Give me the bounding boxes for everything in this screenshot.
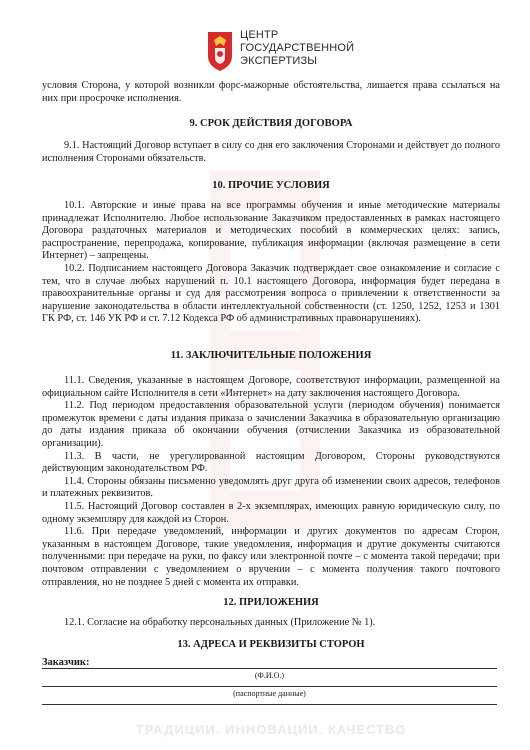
intro-paragraph bbox=[42, 80, 500, 105]
section-9-title: 9. СРОК ДЕЙСТВИЯ ДОГОВОРА bbox=[189, 118, 353, 129]
section-9-body bbox=[42, 140, 500, 165]
section-10-body bbox=[42, 200, 500, 326]
section-10-title: 10. ПРОЧИЕ УСЛОВИЯ bbox=[212, 180, 330, 191]
logo-line-1: ЦЕНТР bbox=[240, 29, 279, 41]
passport-line-1 bbox=[42, 686, 497, 687]
clause-11-4: 11.4. Стороны обязаны письменно уведомлять друг друга об изменении своих адресов, телефонов и платежных реквизитов. bbox=[42, 475, 500, 500]
clause-11-3: 11.3. В части, не урегулированной настоящим Договором, Стороны руководствуются действующим законодательством РФ. bbox=[42, 450, 500, 475]
fio-line bbox=[42, 668, 497, 669]
section-13-title: 13. АДРЕСА И РЕКВИЗИТЫ СТОРОН bbox=[177, 639, 365, 650]
section-11-title: 11. ЗАКЛЮЧИТЕЛЬНЫЕ ПОЛОЖЕНИЯ bbox=[170, 350, 372, 361]
clause-12-1: 12.1. Согласие на обработку персональных данных (Приложение № 1). bbox=[64, 617, 376, 628]
emblem-logo-icon bbox=[206, 30, 234, 72]
fio-caption: (Ф.И.О.) bbox=[254, 671, 285, 680]
section-12-title: 12. ПРИЛОЖЕНИЯ bbox=[223, 597, 319, 608]
clause-11-1: 11.1. Сведения, указанные в настоящем Договоре, соответствуют информации, размещенной на официальном сайте Исполнителя в сети «Интернет» на дату заключения настоящего Договора. bbox=[42, 375, 500, 399]
section-12-body bbox=[42, 617, 500, 630]
customer-label: Заказчик: bbox=[42, 657, 90, 668]
intro-text: условия Сторона, у которой возникли форс-мажорные обстоятельства, лишается права ссылаться на них при просрочке исполнения. bbox=[42, 80, 500, 104]
clause-10-2: 10.2. Подписанием настоящего Договора Заказчик подтверждает свое ознакомление и согласие с тем, что в случае любых нарушений п. 10.1 настоящего Договора, информация будет передана в правоохранительные органы и суд для рассмотрения вопроса о привлечении к ответственности за нарушение законодательства в области интеллектуальной собственности (ст. 1250, 1252, 1253 и 1301 ГК РФ, ст. 146 УК РФ и ст. 7.12 Кодекса РФ об административных правонарушениях). bbox=[42, 262, 500, 325]
logo-line-2: ГОСУДАРСТВЕННОЙ bbox=[240, 42, 355, 54]
logo-line-3: ЭКСПЕРТИЗЫ bbox=[240, 55, 318, 67]
organization-name bbox=[240, 29, 380, 68]
passport-caption: (паспортные данные) bbox=[233, 689, 306, 698]
clause-9-1: 9.1. Настоящий Договор вступает в силу со дня его заключения Сторонами и действует до полного исполнения Сторонами обязательств. bbox=[42, 140, 500, 164]
watermark-slogan: ТРАДИЦИИ. ИННОВАЦИИ. КАЧЕСТВО bbox=[135, 722, 407, 737]
section-11-body bbox=[42, 375, 500, 589]
clause-10-1: 10.1. Авторские и иные права на все программы обучения и иные методические материалы принадлежат Исполнителю. Любое использование Заказчиком предоставленных в рамках настоящего Договора раздаточных материалов и методических пособий в коммерческих целях: запись, распространение, перепродажа, копирование, публикация информации (включая размещение в сети Интернет) – запрещены. bbox=[42, 200, 500, 262]
clause-11-2: 11.2. Под периодом предоставления образовательной услуги (периодом обучения) понимается промежуток времени с даты издания приказа о зачислении Заказчика в образовательную организацию до даты издания приказа об окончании обучения (отчислении Заказчика из образовательной организации). bbox=[42, 400, 500, 449]
clause-11-6: 11.6. При передаче уведомлений, информации и других документов по адресам Сторон, указанным в настоящем Договоре, такие уведомления, информация и другие документы считаются полученными: при передаче на руки, по факсу или электронной почте – с момента такой передачи; при почтовом отправлении с уведомлением о вручении – с момента получения такого почтового отправления, но не позднее 5 дней с момента их отправки. bbox=[42, 526, 500, 588]
passport-line-2 bbox=[42, 704, 497, 705]
clause-11-5: 11.5. Настоящий Договор составлен в 2-х экземплярах, имеющих равную юридическую силу, по одному экземпляру для каждой из Сторон. bbox=[42, 500, 500, 525]
